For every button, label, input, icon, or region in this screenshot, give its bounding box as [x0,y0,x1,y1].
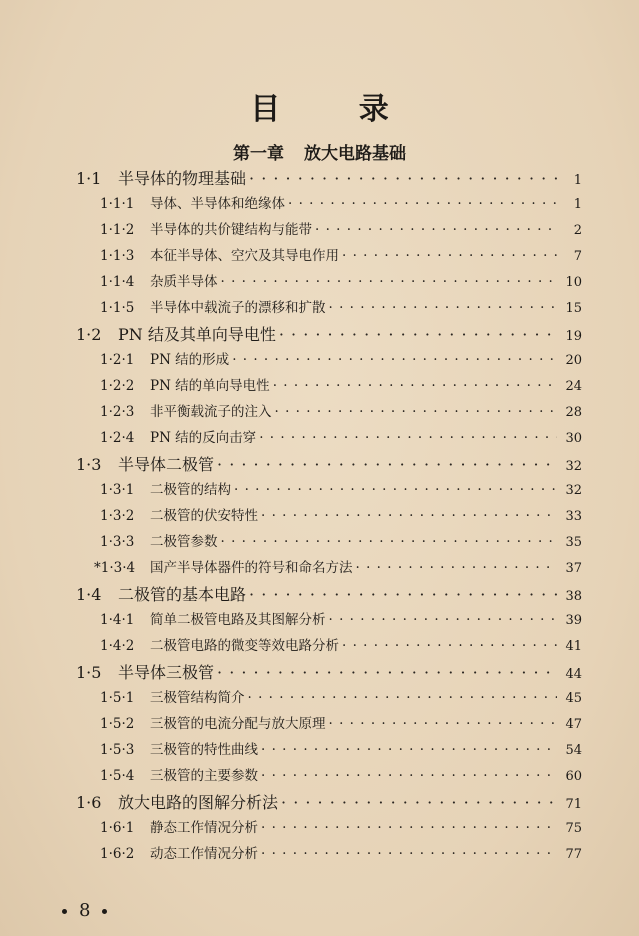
toc-leader-dots [261,508,557,524]
toc-subsection[interactable] [100,374,582,394]
toc-page-number: 15 [565,301,582,316]
toc-leader-dots [288,196,557,212]
toc-leader-dots [273,378,557,394]
page-number: 8 [79,900,91,921]
toc-number: 1·1·5 [100,300,135,316]
toc-page-number: 39 [565,613,582,628]
toc-leader-dots [261,768,557,784]
toc-subsection[interactable] [94,556,582,576]
toc-subsection[interactable] [100,348,582,368]
toc-page-number: 24 [565,379,582,394]
toc-page-number: 20 [565,353,582,368]
toc-number: 1·6 [76,793,102,812]
toc-leader-dots [342,248,557,264]
chapter-name: 放大电路基础 [304,144,406,164]
toc-leader-dots [232,352,557,368]
toc-subsection[interactable] [100,816,582,836]
toc-subsection[interactable] [100,530,582,550]
toc-subsection[interactable] [100,400,582,420]
toc-number: 1·4·2 [100,638,135,654]
toc-subsection[interactable] [100,842,582,862]
toc-subsection[interactable] [100,244,582,264]
toc-number: 1·5 [76,663,102,682]
toc-subsection[interactable] [100,712,582,732]
toc-number: 1·2·2 [100,378,135,394]
toc-title: PN 结的形成 [150,352,230,368]
toc-subsection[interactable] [100,608,582,628]
toc-leader-dots [217,663,557,682]
toc-page-number: 7 [573,249,582,264]
toc-number: 1·1·1 [100,196,135,212]
toc-title: 导体、半导体和绝缘体 [150,196,285,212]
toc-subsection[interactable] [100,764,582,784]
toc-number: 1·4 [76,585,102,604]
toc-page-number: 44 [565,667,582,682]
toc-title: 本征半导体、空穴及其导电作用 [150,248,339,264]
toc-leader-dots [279,325,557,344]
toc-page-number: 71 [565,797,582,812]
toc-title: 二极管电路的微变等效电路分析 [150,638,339,654]
toc-section[interactable] [76,322,582,345]
toc-title: PN 结的反向击穿 [150,430,257,446]
toc-page-number: 54 [565,743,582,758]
toc-number: 1·3·2 [100,508,135,524]
footer-dot-left [62,909,67,914]
toc-title: 半导体的共价键结构与能带 [150,222,312,238]
toc-page-number: 60 [565,769,582,784]
toc-subsection[interactable] [100,192,582,212]
toc-page-number: 32 [565,483,582,498]
toc-leader-dots [315,222,557,238]
toc-number: 1·5·1 [100,690,135,706]
toc-number: 1·1·2 [100,222,135,238]
toc-title: 静态工作情况分析 [150,820,258,836]
toc-subsection[interactable] [100,426,582,446]
page-title: 目 录 [250,92,423,127]
toc-leader-dots [261,742,557,758]
toc-title: 三极管的特性曲线 [150,742,258,758]
toc-title: 三极管结构简介 [150,690,245,706]
toc-page-number: 19 [565,329,582,344]
toc-title: 动态工作情况分析 [150,846,258,862]
footer-dot-right [102,909,107,914]
toc-number: 1·5·2 [100,716,135,732]
toc-leader-dots [281,793,557,812]
toc-page-number: 75 [565,821,582,836]
toc-leader-dots [221,274,558,290]
toc-page-number: 2 [573,223,582,238]
toc-title: PN 结的单向导电性 [150,378,270,394]
toc-subsection[interactable] [100,738,582,758]
toc-title: 二极管的伏安特性 [150,508,258,524]
toc-title: 二极管的基本电路 [118,585,247,604]
toc-number: 1·5·3 [100,742,135,758]
toc-number: 1·3·1 [100,482,135,498]
toc-number: 1·3 [76,455,102,474]
toc-title: 二极管的结构 [150,482,231,498]
toc-number: 1·1 [76,169,102,188]
toc-title: 非平衡载流子的注入 [150,404,272,420]
toc-number: 1·2·1 [100,352,135,368]
toc-page-number: 45 [565,691,582,706]
toc-number: 1·1·3 [100,248,135,264]
toc-leader-dots [249,585,557,604]
toc-page-number: 37 [565,561,582,576]
toc-section[interactable] [76,790,582,813]
toc-leader-dots [221,534,558,550]
toc-leader-dots [329,300,558,316]
chapter-label: 第一章 [233,144,284,164]
toc-leader-dots [356,560,558,576]
toc-number: 1·5·4 [100,768,135,784]
toc-section[interactable] [76,582,582,605]
toc-page-number: 30 [565,431,582,446]
toc-page-number: 1 [573,197,582,212]
toc-leader-dots [217,455,557,474]
toc-subsection[interactable] [100,218,582,238]
toc-title: 半导体的物理基础 [118,169,247,188]
toc-page-number: 28 [565,405,582,420]
toc-number: 1·4·1 [100,612,135,628]
toc-leader-dots [249,169,557,188]
toc-number: 1·6·1 [100,820,135,836]
toc-title: 杂质半导体 [150,274,218,290]
toc-title: 半导体中载流子的漂移和扩散 [150,300,326,316]
toc-subsection[interactable] [100,686,582,706]
toc-section[interactable] [76,166,582,189]
toc-subsection[interactable] [100,634,582,654]
toc-page-number: 77 [565,847,582,862]
toc-number: 1·2·3 [100,404,135,420]
toc-leader-dots [342,638,557,654]
toc-page-number: 47 [565,717,582,732]
toc-leader-dots [275,404,558,420]
toc-leader-dots [261,820,557,836]
page-footer [62,900,119,921]
toc-title: 半导体二极管 [118,455,215,474]
toc-title: 二极管参数 [150,534,218,550]
toc-leader-dots [261,846,557,862]
toc-leader-dots [329,716,558,732]
toc-title: 国产半导体器件的符号和命名方法 [150,560,353,576]
toc-title: 三极管的主要参数 [150,768,258,784]
toc-number: 1·6·2 [100,846,135,862]
toc-leader-dots [259,430,557,446]
toc-subsection[interactable] [100,296,582,316]
toc-leader-dots [234,482,557,498]
toc-number: *1·3·4 [94,560,136,576]
toc-number: 1·2·4 [100,430,135,446]
toc-page-number: 38 [565,589,582,604]
toc-number: 1·3·3 [100,534,135,550]
chapter-heading [0,139,639,164]
toc-section[interactable] [76,660,582,683]
toc-leader-dots [329,612,558,628]
toc-page-number: 32 [565,459,582,474]
toc-title: 三极管的电流分配与放大原理 [150,716,326,732]
toc-page-number: 33 [565,509,582,524]
toc-page-number: 35 [565,535,582,550]
toc-subsection[interactable] [100,270,582,290]
toc-subsection[interactable] [100,478,582,498]
toc-title: 半导体三极管 [118,663,215,682]
toc-leader-dots [248,690,558,706]
toc-number: 1·2 [76,325,102,344]
toc-page-number: 1 [573,173,582,188]
toc-section[interactable] [76,452,582,475]
toc-number: 1·1·4 [100,274,135,290]
toc-subsection[interactable] [100,504,582,524]
toc-title: 放大电路的图解分析法 [118,793,279,812]
toc-title: 简单二极管电路及其图解分析 [150,612,326,628]
toc-title: PN 结及其单向导电性 [118,325,276,344]
toc-page-number: 10 [565,275,582,290]
toc-page-number: 41 [565,639,582,654]
